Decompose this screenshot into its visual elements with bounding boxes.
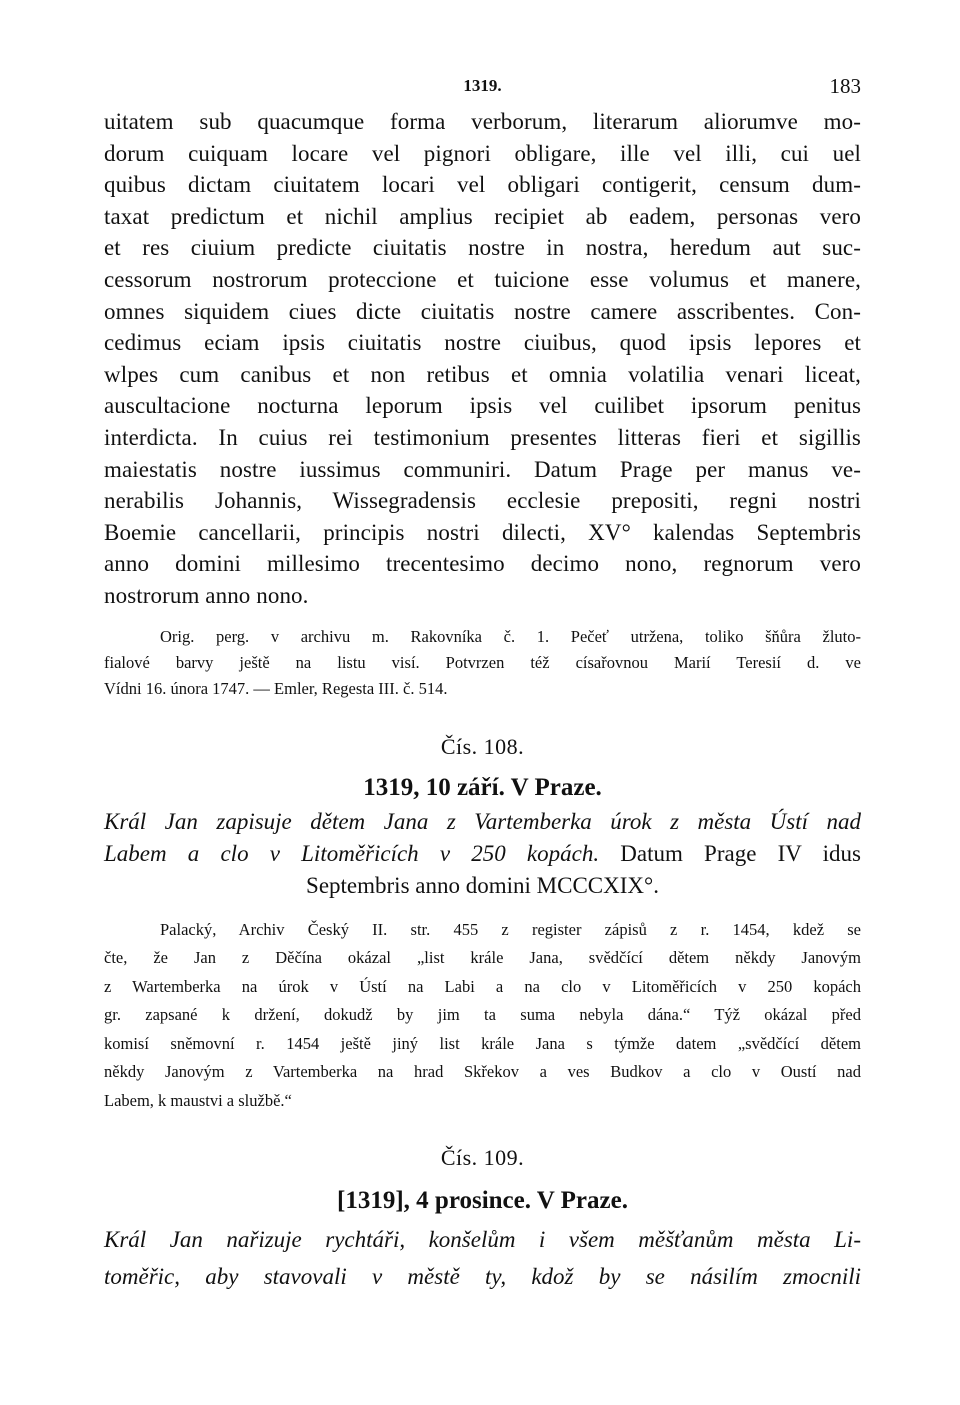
note-line: z Wartemberka na úrok v Ústí na Labi a na clo v Litoměřicích v 250 kopách xyxy=(104,976,861,996)
note-line: gr. zapsané k držení, dokudž by jim ta suma nebyla dána.“ Týž okázal před xyxy=(104,1005,861,1024)
running-head xyxy=(104,70,861,106)
text-line: taxat predictum et nichil amplius recipiet ab eadem, personas vero xyxy=(104,203,861,229)
page xyxy=(104,70,861,1295)
text-line: omnes siquidem ciues dicte ciuitatis nostre camere asscribentes. Con- xyxy=(104,298,861,324)
text-line: maiestatis nostre iussimus communiri. Datum Prage per manus ve- xyxy=(104,456,861,482)
regest-line: Septembris anno domini MCCCXIX°. xyxy=(306,872,659,898)
running-head-year: 1319. xyxy=(463,76,502,95)
document-number: Čís. 109. xyxy=(440,1145,525,1170)
regest-line: toměřic, aby stavovali v městě ty, kdož by se násilím zmocnili xyxy=(104,1264,861,1289)
page-number: 183 xyxy=(829,74,861,98)
regest-roman: Datum Prage IV idus xyxy=(599,840,861,866)
note-line: Vídni 16. února 1747. — Emler, Regesta III. č. 514. xyxy=(104,678,448,698)
text-line: et res ciuium predicte ciuitatis nostre in nostra, heredum aut suc- xyxy=(104,235,861,261)
archival-note xyxy=(104,624,861,702)
regest xyxy=(104,1221,861,1295)
note-line: komisí sněmovní r. 1454 ještě jiný list krále Jana s týmže datem „svědčící dětem xyxy=(104,1033,861,1053)
text-line: interdicta. In cuius rei testimonium presentes litteras fieri et sigillis xyxy=(104,424,861,450)
text-line: Boemie cancellarii, principis nostri dilecti, XV° kalendas Septembris xyxy=(104,519,861,545)
regest-line xyxy=(104,838,861,870)
text-line: quibus dictam ciuitatem locari vel obligari contigerit, censum dum- xyxy=(104,172,861,198)
text-line: nerabilis Johannis, Wissegradensis ecclesie prepositi, regni nostri xyxy=(104,488,861,514)
regest-italic: Král Jan zapisuje dětem Jana z Vartemberka úrok z města Ústí nad xyxy=(104,808,861,834)
document-date-heading: 1319, 10 září. V Praze. xyxy=(363,773,602,801)
note-line: Labem, k maustvi a službě.“ xyxy=(104,1090,292,1110)
note-line: Orig. perg. v archivu m. Rakovníka č. 1. Pečeť utržena, toliko šňůra žluto- xyxy=(160,626,861,646)
document-number: Čís. 108. xyxy=(440,733,525,759)
note-line: čte, že Jan z Děčína okázal „list krále Jana, svědčící dětem někdy Janovým xyxy=(104,948,861,967)
archival-note xyxy=(104,916,861,1116)
text-line: uitatem sub quacumque forma verborum, literarum aliorumve mo- xyxy=(104,109,861,134)
document-date-heading: [1319], 4 prosince. V Praze. xyxy=(337,1187,628,1214)
regest-line xyxy=(104,806,861,838)
text-line: cessorum nostrorum proteccione et tuicione esse volumus et manere, xyxy=(104,266,861,292)
regest xyxy=(104,806,861,902)
charter-text xyxy=(104,106,861,612)
note-line: někdy Janovým z Vartemberka na hrad Skřekov a ves Budkov a clo v Oustí nad xyxy=(104,1062,861,1081)
regest-line: Král Jan nařizuje rychtáři, konšelům i všem měšťanům města Li- xyxy=(104,1227,861,1252)
charter-paragraph xyxy=(104,106,861,612)
text-line: wlpes cum canibus et non retibus et omnia volatilia venari liceat, xyxy=(104,361,861,387)
text-line: cedimus eciam ipsis ciuitatis nostre ciuibus, quod ipsis lepores et xyxy=(104,330,861,356)
note-line: Palacký, Archiv Český II. str. 455 z register zápisů z r. 1454, kdež se xyxy=(160,919,861,939)
text-line: dorum cuiquam locare vel pignori obligare, ille vel illi, cui uel xyxy=(104,140,861,166)
note-line: fialové barvy ještě na listu visí. Potvrzen též císařovnou Marií Teresií d. ve xyxy=(104,652,861,672)
text-line: nostrorum anno nono. xyxy=(104,582,309,608)
regest-italic: Labem a clo v Litoměřicích v 250 kopách. xyxy=(104,840,600,866)
text-line: anno domini millesimo trecentesimo decimo nono, regnorum vero xyxy=(104,551,861,577)
text-line: auscultacione nocturna leporum ipsis vel cuilibet ipsorum penitus xyxy=(104,393,861,419)
